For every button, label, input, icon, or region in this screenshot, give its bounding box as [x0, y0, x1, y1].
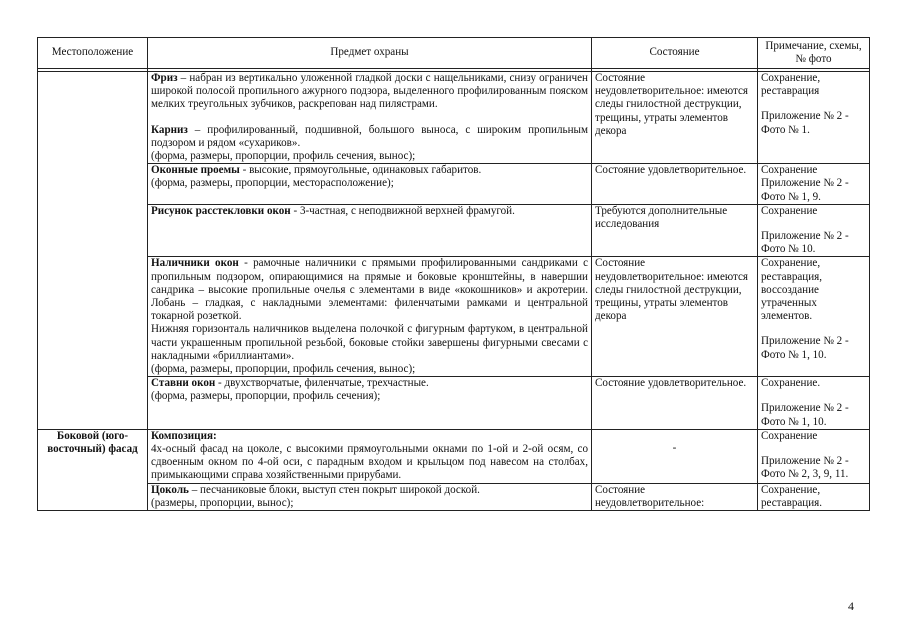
- state-cell: Состояние удовлетворительное.: [592, 377, 758, 430]
- subject-item: Цоколь – песчаниковые блоки, выступ стен покрыт широкой доской. (размеры, пропорции, вынос);: [151, 483, 480, 509]
- note-cell: Сохранение Приложение № 2 - Фото № 2, 3, 9, 11.: [758, 429, 870, 483]
- state-cell: Состояние неудовлетворительное: имеются следы гнилостной деструкции, трещины, утраты элементов декора: [592, 257, 758, 377]
- subject-cell: [148, 204, 592, 257]
- table-row: [38, 429, 870, 483]
- header-subject: Предмет охраны: [148, 38, 592, 69]
- table-row: [38, 72, 870, 164]
- note-cell: Сохранение, реставрация, воссоздание утраченных элементов. Приложение № 2 - Фото № 1, 10.: [758, 257, 870, 377]
- table-row: [38, 257, 870, 377]
- note-cell: Сохранение. Приложение № 2 - Фото № 1, 10.: [758, 377, 870, 430]
- subject-cell: [148, 164, 592, 205]
- table-row: [38, 204, 870, 257]
- note-cell: Сохранение, реставрация.: [758, 483, 870, 510]
- subject-item: Ставни окон - двухстворчатые, филенчатые, трехчастные. (форма, размеры, пропорции, профиль сечения);: [151, 377, 429, 403]
- table-header-row: [38, 38, 870, 69]
- state-cell: Требуются дополнительные исследования: [592, 204, 758, 257]
- subject-cell: [148, 72, 592, 164]
- location-cell: Боковой (юго-восточный) фасад: [38, 429, 148, 510]
- subject-cell: [148, 257, 592, 377]
- table-row: [38, 164, 870, 205]
- subject-item: Композиция: 4х-осный фасад на цоколе, с высокими прямоугольными окнами по 1-ой и 2-ой осям, со сдвоенным окном по 4-ой оси, с парадным входом и крыльцом под навесом на столбах, примыкающими справа хозяйственными прирубами.: [151, 429, 588, 482]
- note-cell: Сохранение Приложение № 2 - Фото № 1, 9.: [758, 164, 870, 205]
- subject-item: Оконные проемы - высокие, прямоугольные, одинаковых габаритов. (форма, размеры, пропорции, месторасположение);: [151, 164, 482, 190]
- subject-cell: [148, 483, 592, 510]
- state-cell: Состояние неудовлетворительное:: [592, 483, 758, 510]
- header-note: Примечание, схемы, № фото: [758, 38, 870, 69]
- state-cell: Состояние удовлетворительное.: [592, 164, 758, 205]
- subject-item: Рисунок расстекловки окон - 3-частная, с неподвижной верхней фрамугой.: [151, 204, 515, 217]
- header-state: Состояние: [592, 38, 758, 69]
- state-cell: Состояние неудовлетворительное: имеются следы гнилостной деструкции, трещины, утраты элементов декора: [592, 72, 758, 164]
- protection-table: [37, 37, 870, 511]
- subject-cell: [148, 377, 592, 430]
- subject-item: Карниз – профилированный, подшивной, большого выноса, с широким пропильным подзором и рядом «сухариков». (форма, размеры, пропорции, профиль сечения, вынос);: [151, 123, 588, 163]
- page-number: 4: [848, 599, 854, 613]
- note-cell: Сохранение Приложение № 2 - Фото № 10.: [758, 204, 870, 257]
- subject-item: Наличники окон - рамочные наличники с прямыми профилированными сандриками с пропильным подзором, опирающимися на прямые и боковые кронштейны, в навершии сандрика – высокие пропильные очелья с элементами в виде «кокошников» и акротерии. Лобань – гладкая, с накладными элементами: филенчатыми рамками и центральной токарной розеткой. Нижняя горизонталь наличников выделена полочкой с фигурным фартуком, в центральной части украшенным пропильной резьбой, боковые стойки завершены фигурными свесами с накладными «бриллиантами». (форма, размеры, пропорции, профиль сечения, вынос);: [151, 257, 589, 376]
- subject-item: Фриз – набран из вертикально уложенной гладкой доски с нащельниками, снизу ограничен широкой полосой пропильного ажурного подзора, выделенного профилированным пояском мелких треугольных зубчиков, раскрепован над пилястрами.: [151, 72, 588, 111]
- table-row: [38, 483, 870, 510]
- note-cell: Сохранение, реставрация Приложение № 2 - Фото № 1.: [758, 72, 870, 164]
- table-row: [38, 377, 870, 430]
- state-cell: -: [592, 429, 758, 483]
- subject-cell: [148, 429, 592, 483]
- location-cell-empty: [38, 72, 148, 430]
- header-location: Местоположение: [38, 38, 148, 69]
